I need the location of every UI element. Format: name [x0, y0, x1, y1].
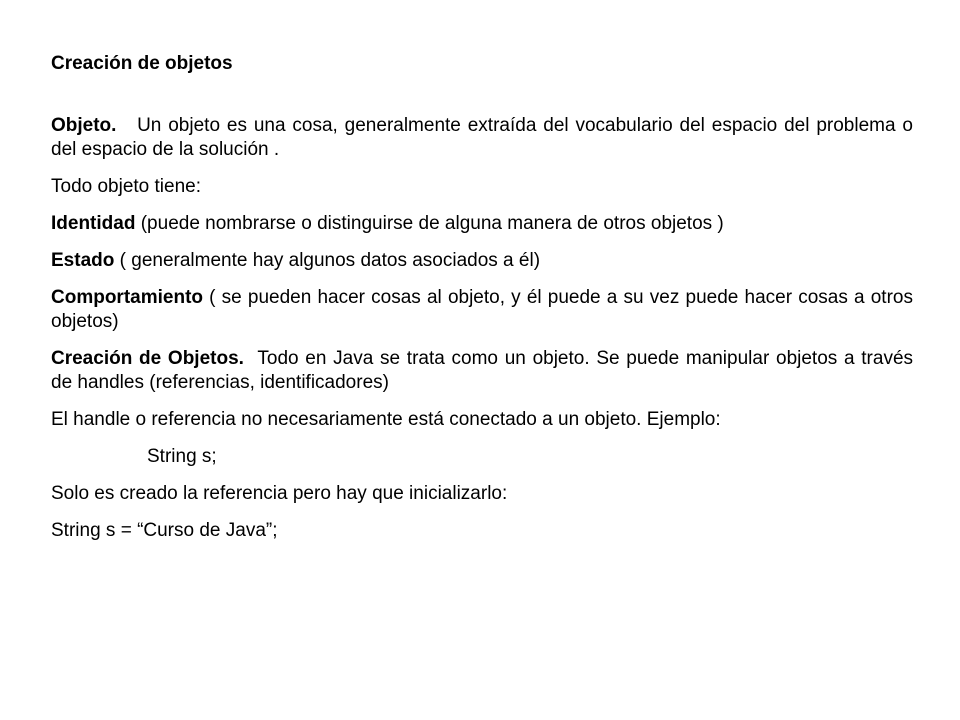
estado-paragraph — [51, 249, 913, 273]
comportamiento-paragraph — [51, 286, 913, 334]
page-title: Creación de objetos — [51, 53, 233, 74]
document-page — [51, 52, 913, 556]
estado-term: Estado — [51, 250, 115, 271]
code-init: String s = “Curso de Java”; — [51, 520, 278, 541]
code-declaration: String s; — [147, 446, 217, 467]
identidad-term: Identidad — [51, 213, 136, 234]
objeto-paragraph — [51, 114, 913, 162]
creacion-paragraph — [51, 347, 913, 395]
comportamiento-term: Comportamiento — [51, 287, 203, 308]
todo-objeto-line: Todo objeto tiene: — [51, 176, 202, 197]
objeto-term: Objeto. — [51, 115, 117, 136]
identidad-text: (puede nombrarse o distinguirse de alguna manera de otros objetos ) — [140, 213, 724, 234]
comportamiento-text: ( se pueden hacer cosas al objeto, y él puede a su vez puede hacer cosas a otros objetos) — [51, 287, 913, 332]
solo-paragraph: Solo es creado la referencia pero hay que inicializarlo: — [51, 483, 508, 504]
identidad-paragraph — [51, 212, 913, 236]
handle-paragraph: El handle o referencia no necesariamente está conectado a un objeto. Ejemplo: — [51, 409, 721, 430]
creacion-text: Todo en Java se trata como un objeto. Se puede manipular objetos a través de handles (referencias, identificadores) — [51, 348, 914, 393]
creacion-term: Creación de Objetos. — [51, 348, 244, 369]
estado-text: ( generalmente hay algunos datos asociados a él) — [119, 250, 541, 271]
objeto-text: Un objeto es una cosa, generalmente extraída del vocabulario del espacio del problema o del espacio de la solución . — [51, 115, 913, 160]
